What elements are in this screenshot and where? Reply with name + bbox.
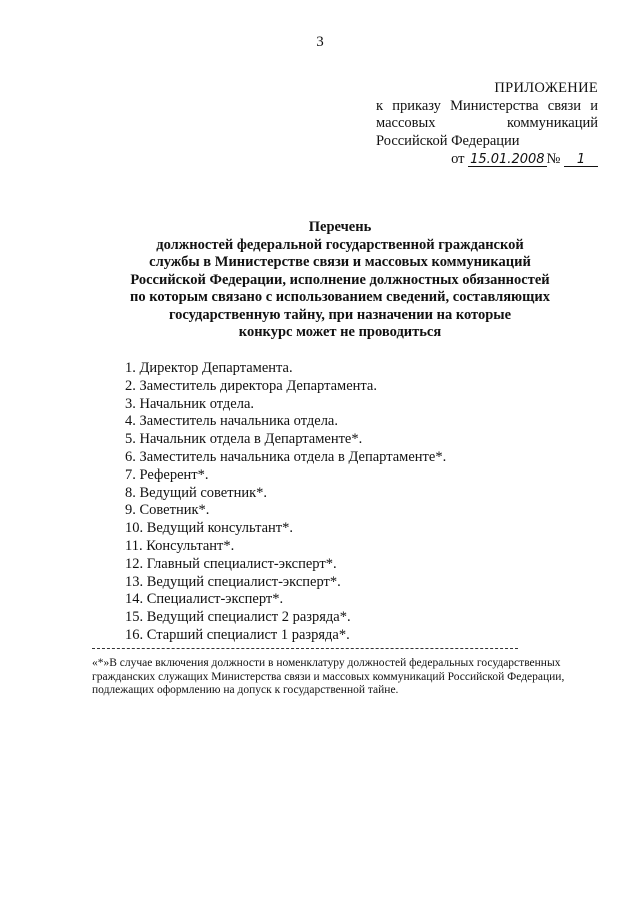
appendix-block	[376, 80, 598, 169]
list-item: 15. Ведущий специалист 2 разряда*.	[125, 609, 351, 626]
footnote-line-1: «*»В случае включения должности в номенклатуру должностей федеральных государственных	[92, 657, 561, 669]
title-line-4: Российской Федерации, исполнение должностных обязанностей	[130, 271, 550, 288]
title-line-7: конкурс может не проводиться	[238, 324, 442, 340]
footnote	[92, 657, 592, 698]
list-item: 12. Главный специалист-эксперт*.	[125, 555, 337, 572]
list-item: 10. Ведущий консультант*.	[125, 520, 293, 537]
list-item: 6. Заместитель начальника отдела в Департаменте*.	[125, 448, 447, 465]
number-label: №	[546, 151, 561, 167]
footnote-line-3: подлежащих оформлению на допуск к государственной тайне.	[92, 684, 399, 696]
footnote-line-2: гражданских служащих Министерства связи и массовых коммуникаций Российской Федерации,	[92, 670, 565, 683]
list-item: 13. Ведущий специалист-эксперт*.	[125, 573, 341, 590]
list-item: 9. Советник*.	[125, 502, 210, 519]
positions-list	[125, 360, 565, 645]
page-number: 3	[316, 34, 324, 50]
list-item: 14. Специалист-эксперт*.	[125, 591, 284, 608]
appendix-heading: ПРИЛОЖЕНИЕ	[494, 80, 598, 96]
list-item: 16. Старший специалист 1 разряда*.	[125, 626, 350, 643]
list-item: 8. Ведущий советник*.	[125, 484, 268, 501]
date-prefix: от	[451, 151, 465, 167]
list-item: 7. Референт*.	[125, 466, 209, 483]
title-line-6: государственную тайну, при назначении на которые	[168, 306, 512, 323]
list-item: 3. Начальник отдела.	[125, 395, 255, 412]
appendix-dateline	[376, 151, 598, 169]
title-line-5: по которым связано с использованием сведений, составляющих	[130, 289, 550, 305]
appendix-line-1: к приказу Министерства связи и	[376, 97, 598, 114]
title-line-3: службы в Министерстве связи и массовых коммуникаций	[149, 254, 531, 270]
list-item: 11. Консультант*.	[125, 537, 235, 554]
document-title	[100, 219, 580, 342]
appendix-line-3: Российской Федерации	[376, 132, 520, 149]
handwritten-date: 15.01.2008	[470, 152, 545, 167]
footnote-separator	[92, 648, 518, 649]
list-item: 2. Заместитель директора Департамента.	[125, 377, 377, 394]
list-item: 1. Директор Департамента.	[125, 360, 293, 376]
list-item: 5. Начальник отдела в Департаменте*.	[125, 431, 363, 448]
list-item: 4. Заместитель начальника отдела.	[125, 413, 338, 430]
title-line-2: должностей федеральной государственной гражданской	[156, 236, 524, 253]
title-line-1: Перечень	[308, 219, 372, 235]
handwritten-number: 1	[564, 153, 598, 167]
appendix-line-2: массовых коммуникаций	[376, 115, 598, 131]
